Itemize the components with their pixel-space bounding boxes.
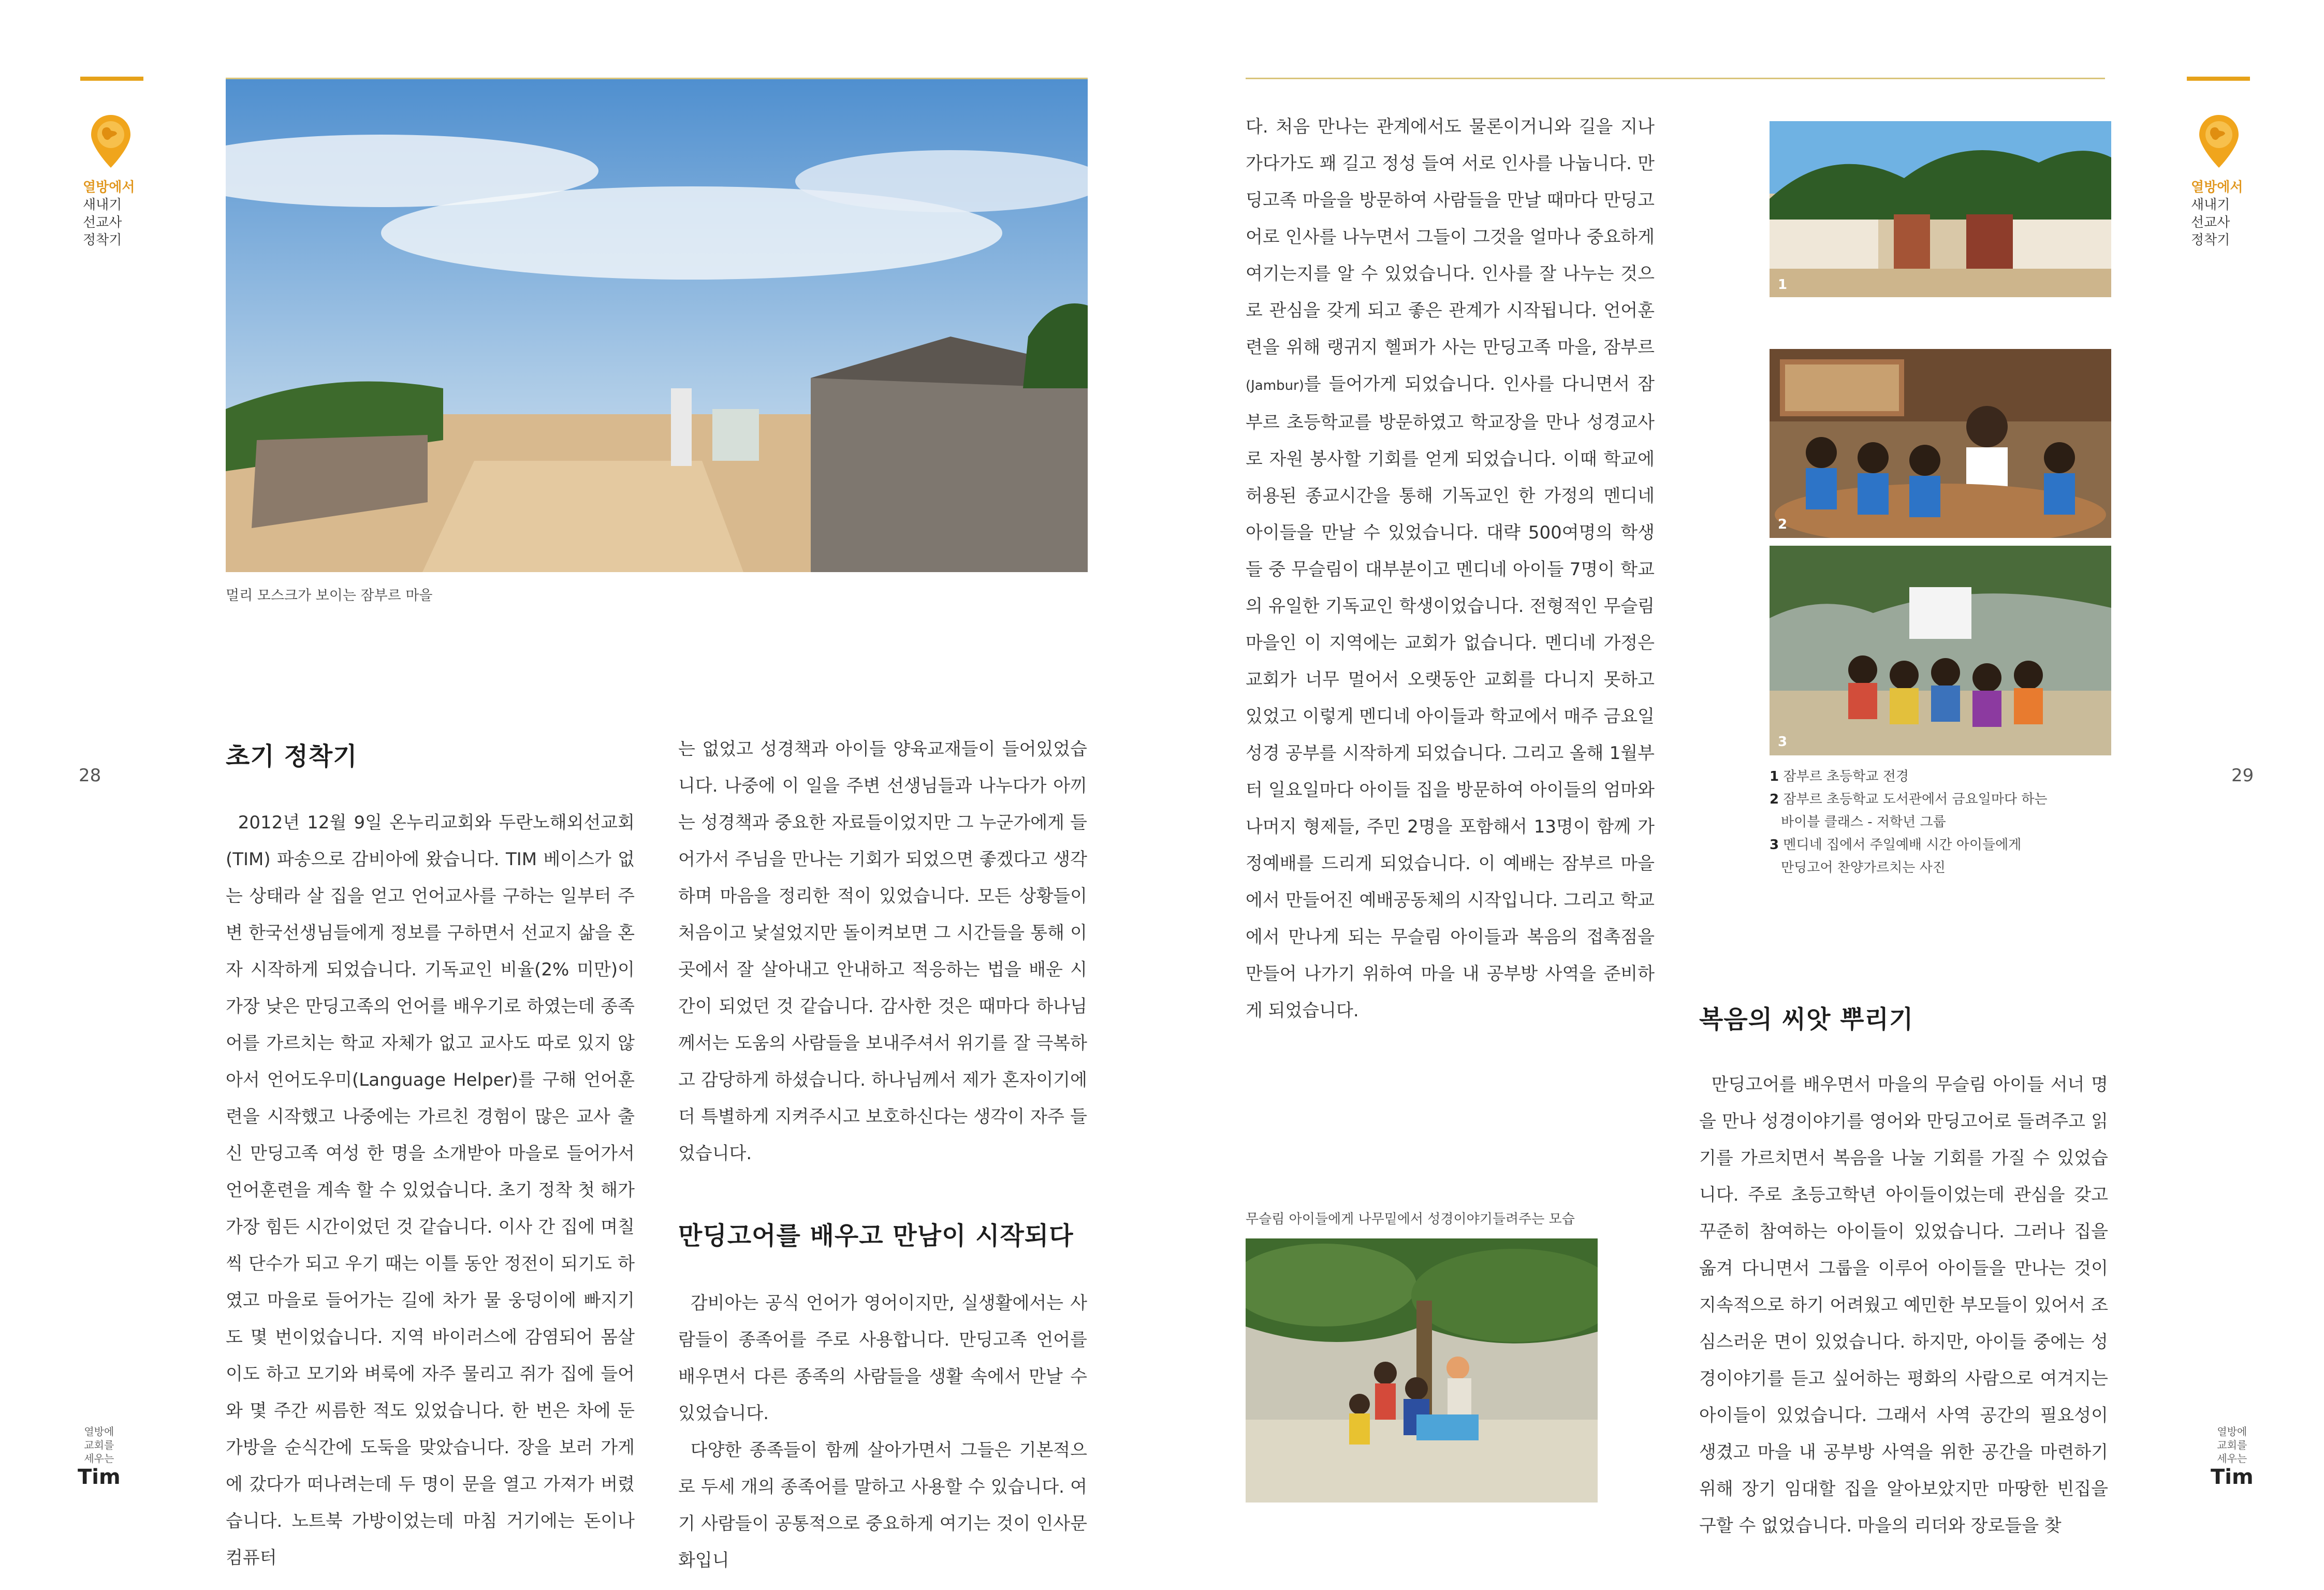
page-number-left: 28 (79, 765, 101, 786)
paragraph: 감비아는 공식 언어가 영어이지만, 실생활에서는 사람들이 종족어를 주로 사용합니다. 만딩고족 언어를 배우면서 다른 종족의 사람들을 생활 속에서 만날 수 있었습니다. (678, 1293, 1087, 1424)
heading-sowing-gospel: 복음의 씨앗 뿌리기 (1699, 1005, 1914, 1034)
section-line: 선교사 (83, 215, 122, 230)
caption-number: 3 (1770, 837, 1779, 853)
tree-bible-story-photo (1246, 1238, 1598, 1503)
caption-text: 잠부르 초등학교 도서관에서 금요일마다 하는 (1783, 792, 2048, 807)
article-column-2-bottom (678, 1285, 1087, 1579)
caption-text: 잠부르 초등학교 전경 (1783, 769, 1909, 784)
tree-photo-caption: 무슬림 아이들에게 나무밑에서 성경이야기들려주는 모습 (1246, 1212, 1575, 1227)
globe-pin-icon (89, 113, 133, 170)
caption-number: 1 (1770, 769, 1779, 784)
footer-line: 세우는 (84, 1452, 114, 1465)
gallery-number: 1 (1778, 277, 1788, 293)
paragraph (1246, 109, 1655, 1029)
gallery-number: 3 (1778, 734, 1788, 750)
footer-logo-left (78, 1425, 121, 1489)
section-title-left (83, 179, 135, 249)
left-accent-bar (80, 77, 143, 81)
article-column-4 (1699, 1067, 2108, 1544)
section-highlight: 열방에서 (2191, 180, 2243, 195)
caption-subtext: 만딩고어 찬양가르치는 사진 (1781, 860, 1946, 876)
article-column-3 (1246, 109, 1655, 1029)
caption-text: 멘디네 집에서 주일예배 시간 아이들에게 (1783, 837, 2022, 853)
text-run: 다. 처음 만나는 관계에서도 물론이거니와 길을 지나가다가도 꽤 길고 정성 들여 서로 인사를 나눕니다. 만딩고족 마을을 방문하여 사람들을 만날 때마다 만딩고어로 인사를 나누면서 그들이 그것을 얼마나 중요하게 여기는지를 알 수 있었습니다. 인사를 잘 나누는 것으로 관심을 갖게 되고 좋은 관계가 시작됩니다. 언어훈련을 위해 랭귀지 헬퍼가 사는 만딩고족 마을, 잠부르 (1246, 116, 1655, 358)
section-line: 정착기 (83, 232, 122, 248)
gallery-photo-library-class (1770, 349, 2111, 538)
text-run-small: (Jambur) (1246, 378, 1304, 393)
section-line: 정착기 (2191, 232, 2230, 248)
caption-subtext: 바이블 클래스 - 저학년 그룹 (1781, 814, 1946, 830)
gallery-caption (1770, 834, 2142, 879)
heading-learning-mandinka: 만딩고어를 배우고 만남이 시작되다 (678, 1221, 1074, 1250)
globe-pin-icon (2197, 113, 2241, 170)
gallery-number: 2 (1778, 517, 1788, 532)
gallery-caption (1770, 765, 2142, 788)
article-column-1 (226, 805, 635, 1577)
gallery-caption (1770, 788, 2142, 834)
tim-logo: Tim (78, 1465, 121, 1489)
tim-logo: Tim (2211, 1465, 2254, 1489)
section-line: 새내기 (83, 197, 122, 213)
village-photo-caption: 멀리 모스크가 보이는 잠부르 마을 (226, 588, 433, 604)
page-number-right: 29 (2231, 765, 2254, 786)
footer-logo-right (2211, 1425, 2254, 1489)
gallery-photo-school (1770, 121, 2111, 297)
footer-line: 열방에 (2217, 1425, 2247, 1438)
paragraph: 2012년 12월 9일 온누리교회와 두란노해외선교회(TIM) 파송으로 감비아에 왔습니다. TIM 베이스가 없는 상태라 살 집을 얻고 언어교사를 구하는 일부터 주변 한국선생님들에게 정보를 구하면서 선교지 삶을 혼자 시작하게 되었습니다. 기독교인 비율(2% 미만)이 가장 낮은 만딩고족의 언어를 배우기로 하였는데 종족어를 가르치는 학교 자체가 없고 교사도 따로 있지 않아서 언어도우미(Language Helper)를 구해 언어훈련을 시작했고 나중에는 가르친 경험이 많은 교사 출신 만딩고족 여성 한 명을 소개받아 마을로 들어가서 언어훈련을 계속 할 수 있었습니다. 초기 정착 첫 해가 가장 힘든 시간이었던 것 같습니다. 이사 간 집에 며칠 씩 단수가 되고 우기 때는 이틀 동안 정전이 되기도 하였고 마을로 들어가는 길에 차가 물 웅덩이에 빠지기도 몇 번이었습니다. 지역 바이러스에 감염되어 몸살이도 하고 모기와 벼룩에 자주 물리고 쥐가 집에 들어와 몇 주간 씨름한 적도 있었습니다. 한 번은 차에 둔 가방을 순식간에 도둑을 맞았습니다. 장을 보러 가게에 갔다가 떠나려는데 두 명이 문을 열고 가져가 버렸습니다. 노트북 가방이었는데 마침 거기에는 돈이나 컴퓨터 (226, 812, 635, 1568)
right-accent-bar (2187, 77, 2250, 81)
paragraph: 다양한 종족들이 함께 살아가면서 그들은 기본적으로 두세 개의 종족어를 말하고 사용할 수 있습니다. 여기 사람들이 공통적으로 중요하게 여기는 것이 인사문화입니 (678, 1440, 1087, 1571)
footer-line: 세우는 (2217, 1452, 2247, 1465)
footer-line: 교회를 (84, 1439, 114, 1451)
paragraph: 는 없었고 성경책과 아이들 양육교재들이 들어있었습니다. 나중에 이 일을 주변 선생님들과 나누다가 아끼는 성경책과 중요한 자료들이었지만 그 누군가에게 들어가서 주님을 만나는 기회가 되었으면 좋겠다고 생각하며 마음을 정리한 적이 있었습니다. 모든 상황들이 처음이고 낯설었지만 돌이켜보면 그 시간들을 통해 이곳에서 잘 살아내고 안내하고 적응하는 법을 배운 시간이 되었던 것 같습니다. 감사한 것은 때마다 하나님께서는 도움의 사람들을 보내주셔서 위기를 잘 극복하고 감당하게 하셨습니다. 하나님께서 제가 혼자이기에 더 특별하게 지켜주시고 보호하신다는 생각이 자주 들었습니다. (678, 739, 1087, 1164)
section-line: 새내기 (2191, 197, 2230, 213)
paragraph: 만딩고어를 배우면서 마을의 무슬림 아이들 서너 명을 만나 성경이야기를 영어와 만딩고어로 들려주고 읽기를 가르치면서 복음을 나눌 기회를 가질 수 있었습니다. 주로 초등고학년 아이들이었는데 관심을 갖고 꾸준히 참여하는 아이들이 있었습니다. 그러나 집을 옮겨 다니면서 그룹을 이루어 아이들을 만나는 것이 지속적으로 하기 어려웠고 예민한 부모들이 있어서 조심스러운 면이 있었습니다. 하지만, 아이들 중에는 성경이야기를 듣고 싶어하는 평화의 사람으로 여겨지는 아이들이 있었습니다. 그래서 사역 공간의 필요성이 생겼고 마을 내 공부방 사역을 위한 공간을 마련하기 위해 장기 임대할 집을 알아보았지만 마땅한 빈집을 구할 수 없었습니다. 마을의 리더와 장로들을 찾 (1699, 1074, 2108, 1536)
footer-line: 교회를 (2217, 1439, 2247, 1451)
section-highlight: 열방에서 (83, 180, 135, 195)
top-rule-left (226, 78, 1088, 79)
article-column-2-top (678, 731, 1087, 1172)
section-line: 선교사 (2191, 215, 2230, 230)
section-title-right (2191, 179, 2243, 249)
gallery-captions (1770, 765, 2142, 879)
gallery-photo-worship (1770, 546, 2111, 755)
footer-line: 열방에 (84, 1425, 114, 1438)
heading-initial-settlement: 초기 정착기 (226, 742, 358, 771)
text-run: 를 들어가게 되었습니다. 인사를 다니면서 잠부르 초등학교를 방문하였고 학교장을 만나 성경교사로 자원 봉사할 기회를 얻게 되었습니다. 이때 학교에 허용된 종교시간을 통해 기독교인 한 가정의 멘디네 아이들을 만날 수 있었습니다. 대략 500여명의 학생들 중 무슬림이 대부분이고 멘디네 아이들 7명이 학교의 유일한 기독교인 학생이었습니다. 전형적인 무슬림 마을인 이 지역에는 교회가 없습니다. 멘디네 가정은 교회가 너무 멀어서 오랫동안 교회를 다니지 못하고 있었고 이렇게 멘디네 아이들과 학교에서 매주 금요일 성경 공부를 시작하게 되었습니다. 그리고 올해 1월부터 일요일마다 아이들 집을 방문하여 아이들의 엄마와 나머지 형제들, 주민 2명을 포함해서 13명이 함께 가정예배를 드리게 되었습니다. 이 예배는 잠부르 마을에서 만들어진 예배공동체의 시작입니다. 그리고 학교에서 만나게 되는 무슬림 아이들과 복음의 접촉점을 만들어 나가기 위하여 마을 내 공부방 사역을 준비하게 되었습니다. (1246, 374, 1655, 1021)
caption-number: 2 (1770, 792, 1779, 807)
top-rule-right (1246, 78, 2105, 79)
village-photo (226, 78, 1088, 572)
